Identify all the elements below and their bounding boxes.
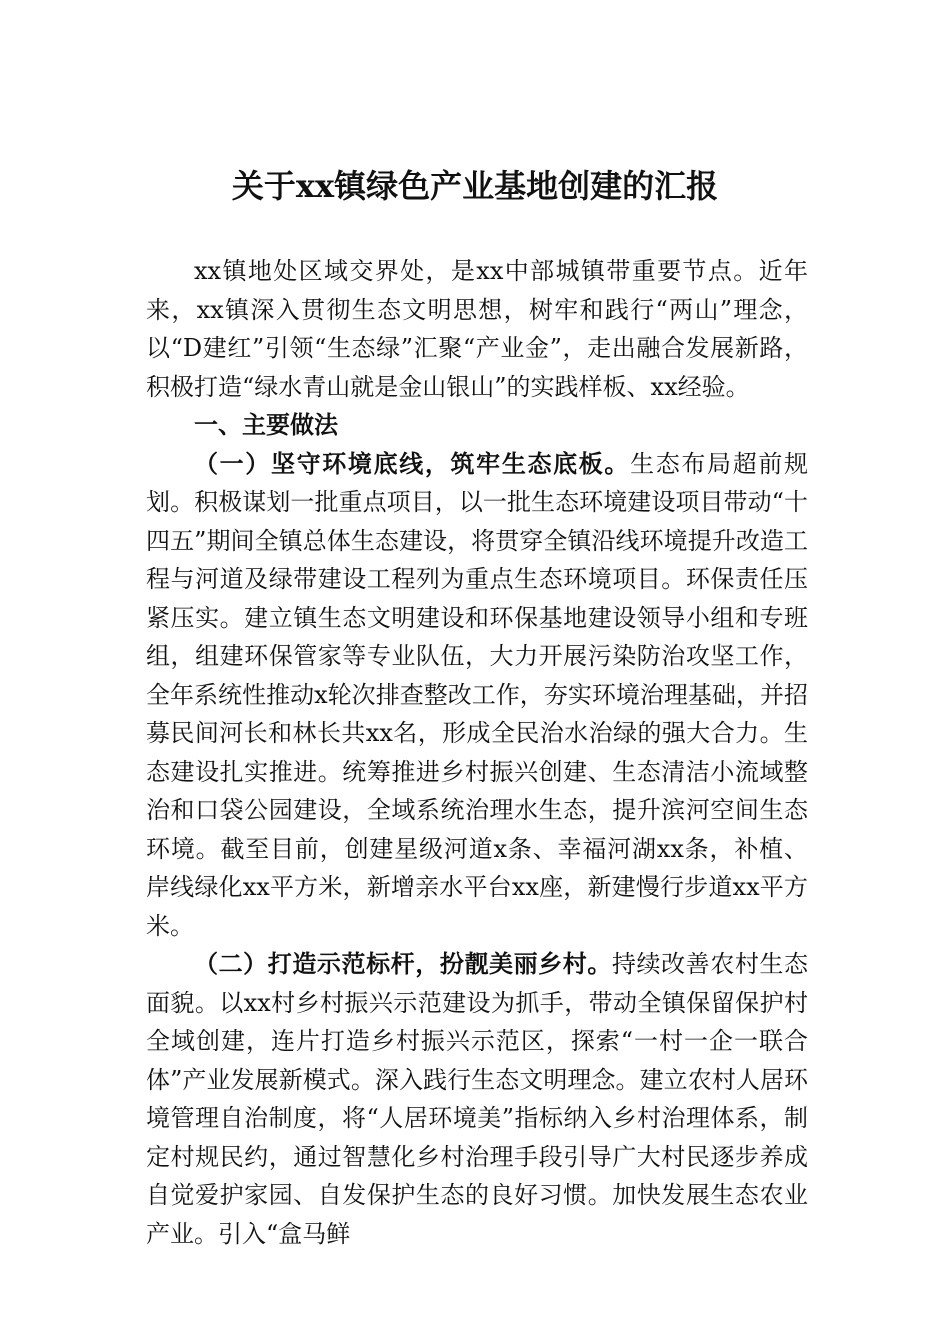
item-2-lead: （二）打造示范标杆，扮靓美丽乡村。 bbox=[194, 949, 612, 978]
intro-paragraph: xx镇地处区域交界处，是xx中部城镇带重要节点。近年来，xx镇深入贯彻生态文明思想，树牢和践行“两山”理念，以“D建红”引领“生态绿”汇聚“产业金”，走出融合发展新路，积极打造“绿水青山就是金山银山”的实践样板、xx经验。 bbox=[146, 257, 808, 401]
item-2-text: 持续改善农村生态面貌。以xx村乡村振兴示范建设为抓手，带动全镇保留保护村全域创建，连片打造乡村振兴示范区，探索“一村一企一联合体”产业发展新模式。深入践行生态文明理念。建立农村人居环境管理自治制度，将“人居环境美”指标纳入乡村治理体系，制定村规民约，通过智慧化乡村治理手段引导广大村民逐步养成自觉爱护家园、自发保护生态的良好习惯。加快发展生态农业产业。引入“盒马鲜 bbox=[146, 950, 809, 1248]
document-body bbox=[146, 252, 808, 1253]
item-1-lead: （一）坚守环境底线，筑牢生态底板。 bbox=[194, 448, 631, 478]
item-1-text: 生态布局超前规划。积极谋划一批重点项目，以一批生态环境建设项目带动“十四五”期间全镇总体生态建设，将贯穿全镇沿线环境提升改造工程与河道及绿带建设工程列为重点生态环境项目。环保责任压紧压实。建立镇生态文明建设和环保基地建设领导小组和专班组，组建环保管家等专业队伍，大力开展污染防治攻坚工作，全年系统性推动x轮次排查整改工作，夯实环境治理基础，并招募民间河长和林长共xx名，形成全民治水治绿的强大合力。生态建设扎实推进。统筹推进乡村振兴创建、生态清洁小流域整治和口袋公园建设，全域系统治理水生态，提升滨河空间生态环境。截至目前，创建星级河道x条、幸福河湖xx条，补植、岸线绿化xx平方米，新增亲水平台xx座，新建慢行步道xx平方米。 bbox=[146, 449, 809, 940]
document-title: 关于xx镇绿色产业基地创建的汇报 bbox=[231, 167, 719, 205]
item-2-paragraph bbox=[146, 945, 808, 1253]
section-heading: 一、主要做法 bbox=[194, 411, 338, 439]
item-1-paragraph bbox=[146, 445, 808, 946]
